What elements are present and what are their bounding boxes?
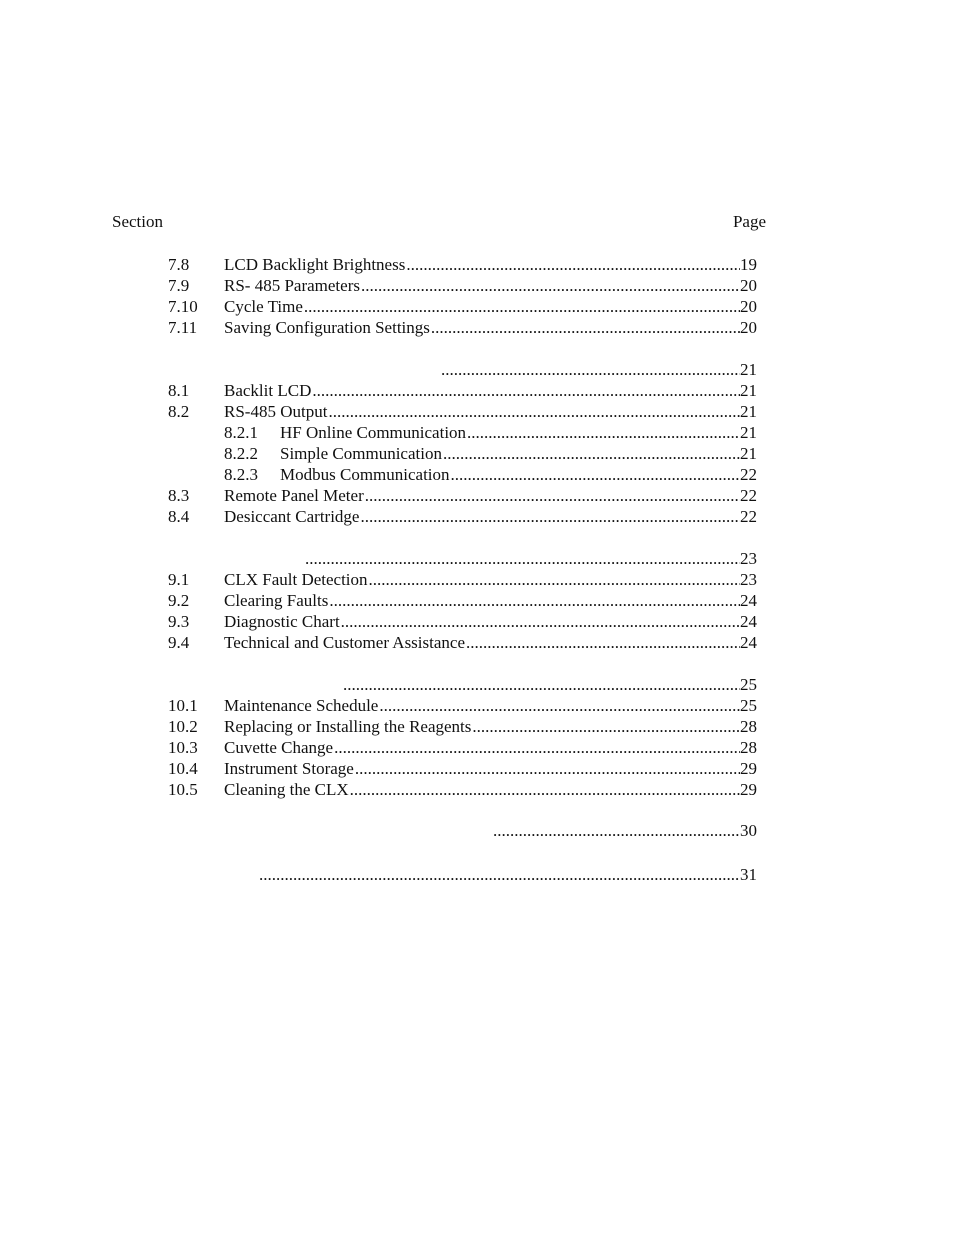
toc-row	[0, 317, 954, 338]
section-number: 8.1	[168, 381, 190, 400]
toc-row	[0, 590, 954, 611]
toc-row	[0, 422, 954, 443]
entry-title: Cuvette Change	[224, 738, 334, 757]
page-number: 30	[740, 821, 757, 840]
toc-row	[0, 569, 954, 590]
section-number: 9.4	[168, 633, 190, 652]
dot-leader	[360, 506, 740, 527]
toc-entry[interactable]	[224, 275, 757, 296]
section-number: 7.8	[168, 255, 190, 274]
page-number: 24	[740, 633, 757, 652]
entry-title: LCD Backlight Brightness	[224, 255, 406, 274]
toc-row	[0, 380, 954, 401]
entry-title: Saving Configuration Settings	[224, 318, 430, 337]
toc-row	[0, 401, 954, 422]
toc-header	[112, 212, 766, 234]
toc-row	[0, 548, 954, 569]
page-number: 21	[740, 381, 757, 400]
entry-title: Replacing or Installing the Reagents	[224, 717, 472, 736]
toc-entry[interactable]	[224, 506, 757, 527]
dot-leader	[305, 548, 740, 569]
page-number: 20	[740, 318, 757, 337]
toc-row	[0, 779, 954, 800]
dot-leader	[355, 758, 740, 779]
section-number: 10.2	[168, 717, 198, 736]
dot-leader	[451, 464, 740, 485]
entry-title: Maintenance Schedule	[224, 696, 379, 715]
dot-leader	[343, 674, 740, 695]
dot-leader	[467, 422, 740, 443]
dot-leader	[329, 590, 740, 611]
toc-entry[interactable]	[224, 380, 757, 401]
toc-row	[0, 674, 954, 695]
toc-entry[interactable]	[224, 758, 757, 779]
entry-title: HF Online Communication	[280, 423, 467, 442]
page-number: 22	[740, 507, 757, 526]
page-column-heading: Page	[732, 212, 766, 231]
entry-title: Diagnostic Chart	[224, 612, 340, 631]
entry-title: RS- 485 Parameters	[224, 276, 360, 295]
toc-entry[interactable]	[224, 779, 757, 800]
section-number: 10.4	[168, 759, 198, 778]
toc-entry[interactable]	[224, 296, 757, 317]
page-number: 21	[740, 444, 757, 463]
dot-leader	[369, 569, 740, 590]
section-number: 10.1	[168, 696, 198, 715]
toc-row	[0, 359, 954, 380]
toc-entry[interactable]	[224, 695, 757, 716]
toc-entry[interactable]	[224, 716, 757, 737]
entry-title: Backlit LCD	[224, 381, 312, 400]
toc-row	[0, 464, 954, 485]
entry-title: Instrument Storage	[224, 759, 354, 778]
toc-entry[interactable]	[224, 254, 757, 275]
section-number: 8.2.1	[224, 423, 258, 442]
page-number: 29	[740, 780, 757, 799]
section-number: 8.2.3	[224, 465, 258, 484]
dot-leader	[472, 716, 740, 737]
toc-entry[interactable]	[224, 590, 757, 611]
page-number: 21	[740, 402, 757, 421]
page-number: 24	[740, 612, 757, 631]
page-number: 21	[740, 423, 757, 442]
page-number: 28	[740, 738, 757, 757]
page-number: 28	[740, 717, 757, 736]
toc-entry[interactable]	[492, 820, 757, 841]
entry-title: RS-485 Output	[224, 402, 328, 421]
section-number: 10.5	[168, 780, 198, 799]
toc-row	[0, 864, 954, 885]
toc-row	[0, 506, 954, 527]
dot-leader	[328, 401, 740, 422]
section-number: 8.3	[168, 486, 190, 505]
dot-leader	[441, 359, 740, 380]
page-number: 29	[740, 759, 757, 778]
page-number: 23	[740, 549, 757, 568]
entry-title: Desiccant Cartridge	[224, 507, 360, 526]
toc-row	[0, 716, 954, 737]
toc-entry[interactable]	[280, 422, 757, 443]
section-number: 9.1	[168, 570, 190, 589]
entry-title: CLX Fault Detection	[224, 570, 368, 589]
section-number: 7.11	[168, 318, 198, 337]
toc-row	[0, 611, 954, 632]
toc-entry[interactable]	[224, 569, 757, 590]
toc-entry[interactable]	[224, 485, 757, 506]
dot-leader	[361, 275, 740, 296]
section-number: 8.2	[168, 402, 190, 421]
section-number: 9.2	[168, 591, 190, 610]
dot-leader	[466, 632, 740, 653]
toc-row	[0, 443, 954, 464]
section-number: 9.3	[168, 612, 190, 631]
dot-leader	[406, 254, 740, 275]
toc-entry[interactable]	[280, 464, 757, 485]
page-number: 19	[740, 255, 757, 274]
toc-row	[0, 695, 954, 716]
toc-entry[interactable]	[224, 611, 757, 632]
toc-entry[interactable]	[224, 632, 757, 653]
dot-leader	[365, 485, 740, 506]
section-number: 7.10	[168, 297, 198, 316]
page-number: 22	[740, 486, 757, 505]
toc-entry[interactable]	[304, 548, 757, 569]
page-number: 23	[740, 570, 757, 589]
entry-title: Technical and Customer Assistance	[224, 633, 465, 652]
toc-row	[0, 296, 954, 317]
dot-leader	[443, 443, 740, 464]
section-number: 8.4	[168, 507, 190, 526]
toc-entry[interactable]	[440, 359, 757, 380]
entry-title: Cleaning the CLX	[224, 780, 349, 799]
dot-leader	[259, 864, 740, 885]
entry-title: Clearing Faults	[224, 591, 329, 610]
toc-row	[0, 254, 954, 275]
toc-row	[0, 820, 954, 841]
dot-leader	[312, 380, 740, 401]
entry-title: Cycle Time	[224, 297, 303, 316]
page-number: 22	[740, 465, 757, 484]
dot-leader	[493, 820, 740, 841]
dot-leader	[304, 296, 740, 317]
dot-leader	[350, 779, 740, 800]
page-number: 25	[740, 675, 757, 694]
entry-title: Modbus Communication	[280, 465, 450, 484]
toc-row	[0, 485, 954, 506]
page-number: 24	[740, 591, 757, 610]
toc-row	[0, 275, 954, 296]
toc-entry[interactable]	[342, 674, 757, 695]
dot-leader	[334, 737, 740, 758]
toc-entry[interactable]	[224, 401, 757, 422]
page-number: 31	[740, 865, 757, 884]
dot-leader	[379, 695, 740, 716]
entry-title: Remote Panel Meter	[224, 486, 364, 505]
page-number: 20	[740, 297, 757, 316]
toc-entry[interactable]	[258, 864, 757, 885]
section-number: 10.3	[168, 738, 198, 757]
toc-entry[interactable]	[224, 317, 757, 338]
page-number: 20	[740, 276, 757, 295]
section-number: 8.2.2	[224, 444, 258, 463]
toc-row	[0, 632, 954, 653]
dot-leader	[431, 317, 740, 338]
entry-title: Simple Communication	[280, 444, 442, 463]
toc-entry[interactable]	[280, 443, 757, 464]
dot-leader	[341, 611, 740, 632]
page-number: 25	[740, 696, 757, 715]
toc-row	[0, 737, 954, 758]
section-column-heading: Section	[112, 212, 163, 231]
toc-row	[0, 758, 954, 779]
section-number: 7.9	[168, 276, 190, 295]
page-number: 21	[740, 360, 757, 379]
toc-entry[interactable]	[224, 737, 757, 758]
